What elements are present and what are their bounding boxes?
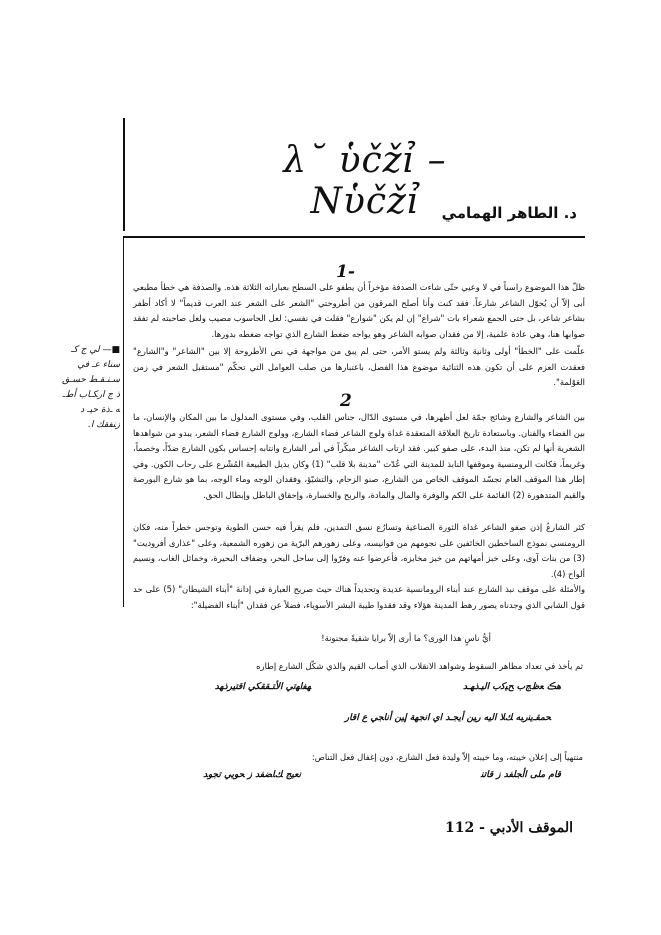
paragraph-7: منتهياً إلى إعلان خيبته، وما خيبته إلاّ وليدة فعل الشارع، دون إغفال فعل التناص: [311, 752, 583, 762]
paragraph-3: بين الشاعر والشارع وشائج جمّة لعل أظهرها، في مستوى الدّال، جناس القلب، وفي مستوى المدلول ما بين المكان والإنسان، ما بين الفضاء والفنان. وباستعادة تاريخ العلاقة المتعقدة غداة ولوج الشاعر فضاء الشارع، وولوج الشارع فضاء الشعر، يبدو من شواهدها الشعرية أنها لم تكن، منذ البدء، على صفو كبير. فقد ارتاب الشاعر مبكّراً في أمر الشارع وانتابه إحساس بكون الشارع ضدّاً، وخصماً، وغريماً، فكانت الرومنسية وموقفها النابذ للمدينة التي عُدّت "مدينة بلا قلب" (1) وكان بديل الطبيعة المُشْرع على رحاب الكون. وفي إطار هذا الموقف العام تجسّد الموقف الخاص من الشارع، صنو الزحام، والتشيّؤ، وفقدان الوجه وماء الوجه، بما هو شارع البورصة والقيم المتدهورة (2) القائمة على الكم والوفرة والمال والمادة، والربح والخسارة، وإحقاق الباطل وإبطال الحق. [133, 412, 585, 500]
quote-line: أيُّ ناسٍ هذا الورى؟ ما أرى إلاّ برايا شقيةً مجنونة! [321, 633, 491, 643]
margin-note: ■— لي ج كـ سناء عـ في سـنـقـط حسـق ﺫ ج ﺍﺭﻜـﺎﺏ ﺃﻁـ ﻪ ـﺫﺓ حيـ ﺩ ﺯﻨﻔﻘﻚ ﺍ. [62, 345, 120, 430]
paragraph-2: علّمت على "الخطأ" أولى وثانية وثالثة ولم يستو الأمر، حتى لم يبق من مواجهة في نص الأطروحة إلا بين "الشاعر" و"الشارع" فعقدت العزم على أن تكون هذه الثنائية موضوع هذا الفصل، باعتبارها من صلب العوامل التي تحكّم "مستقبل الشعر في زمن العَوْلمة". [133, 346, 585, 388]
paragraph-6: ثم يأخذ في تعداد مظاهر السقوط وشواهد الانقلاب الذي أصاب القيم والذي شكّل الشارع إطاره [256, 661, 583, 671]
article-title: λ˘ ὑčžỉ –Nὑčžỉ [283, 140, 447, 222]
header-divider [123, 236, 585, 238]
verse-3: ﺤﻤﻘـﻳﻨﺭﺒﻪ ﻚﻼ ﺍﻟﻴﻪ ﺭﻴﻦ ﺃﻳﺠـﺪ ﺍﻱ ﺍﻧﺠﻬﺔ ﺇﻴﻦ ﺃﻧﺎﺠﻲ ﻉ ﺍﻗﺎﺭ [344, 713, 551, 723]
paragraph-1: ظلّ هذا الموضوع راسباً في لا وعيي حتّى شاءت الصدفة مؤخراً أن يطفو على السطح بعباراته الثلاثة هذه. والصدفة هي خطأ مطبعي أبى إلاّ أن يُحوّل الشاعر شارعاً. فقد كنت وأنا أصلح المرقون من أطروحتي "الشعر على الشعر عند العرب قديماً" لا أكاد أظفر بشاعر شاعر، بل حتى الجمع شعراء بات "شراع" إن لم يكن "شوارع" فقلت في نفسي: لعل الحاسوب مصيب ولعل صاحبته لم تفقد صوابها هنا، وهي عادة علمية، إلا من فقدان صوابه الشاعر وهو يواجه ضغط الشارع الذي تواجه ضغطه بدورها. [133, 282, 585, 339]
margin-rule [123, 237, 124, 607]
verse-1: هڪ ﻌﻅﺞﺏ ﺢﻴﻛﺏ ﺍﻟﻴـﺫﻬـﺪ [463, 682, 561, 692]
verse-2: ﻬﻔﺍﻬﺗﻲ ﺍﻷﺘـﻘﻘﻜﻲ ﺍﻗﺘﻴﺮﺫﻬﺪ [214, 682, 311, 692]
paragraph-4: كثر الشارعُ إذن صفو الشاعر غداة الثورة الصناعية وتسارُع نسق التمدين، فلم يقرأ فيه حسن الطوية وتوجس خطراً منه، فكان الرومنسي نموذج الساخطين الخائفين على نجومهم من فوانيسه، وعلى زهورهم البرّية من زهوره الشمعية، وعلى "عذارى أفروديت" (3) من بنات آوى، وعلى خبز أمهاتهم من خبز مخابزه، فأعرضوا عنه وفرّوا إلى ساحل البحر، وضفاف البحيرة، وخمائل الغاب، ونسيم ألواح (4). [133, 522, 585, 579]
title-rule [123, 118, 125, 231]
section-number-2: 2 [340, 391, 352, 411]
author-name: د. الطاهر الهمامي [441, 204, 577, 222]
verse-4: ﻗﺎﻡ ﻣﻠﻰ ﺍﺃﺠﻠﻔﺪ ﺯ ﻗﺎﺗﻨ [480, 770, 561, 780]
section-number-1: 1- [336, 262, 355, 282]
page-footer: الموقف الأدبي - 112 [444, 820, 573, 836]
verse-5: ﻧﻌﻴﺞ ﻚﺎﻀﻔﺪ ﺯ ﺤﻮﻳﻲ ﺗﺠﻮﺪ [203, 770, 301, 780]
paragraph-5: والأمثلة على موقف نبذ الشارع عند أبناء الرومانسية عديدة وتحديداً هناك حيث صريح العبارة في إدانة "أبناء الشيطان" (5) على حد قول الشابي الذي وجدناه يصور رهط المدينة هؤلاء وقد فقدوا طيبة البشر الأسوياء، فضلاً عن فقدان "أبناء الفضيلة": [133, 584, 585, 610]
